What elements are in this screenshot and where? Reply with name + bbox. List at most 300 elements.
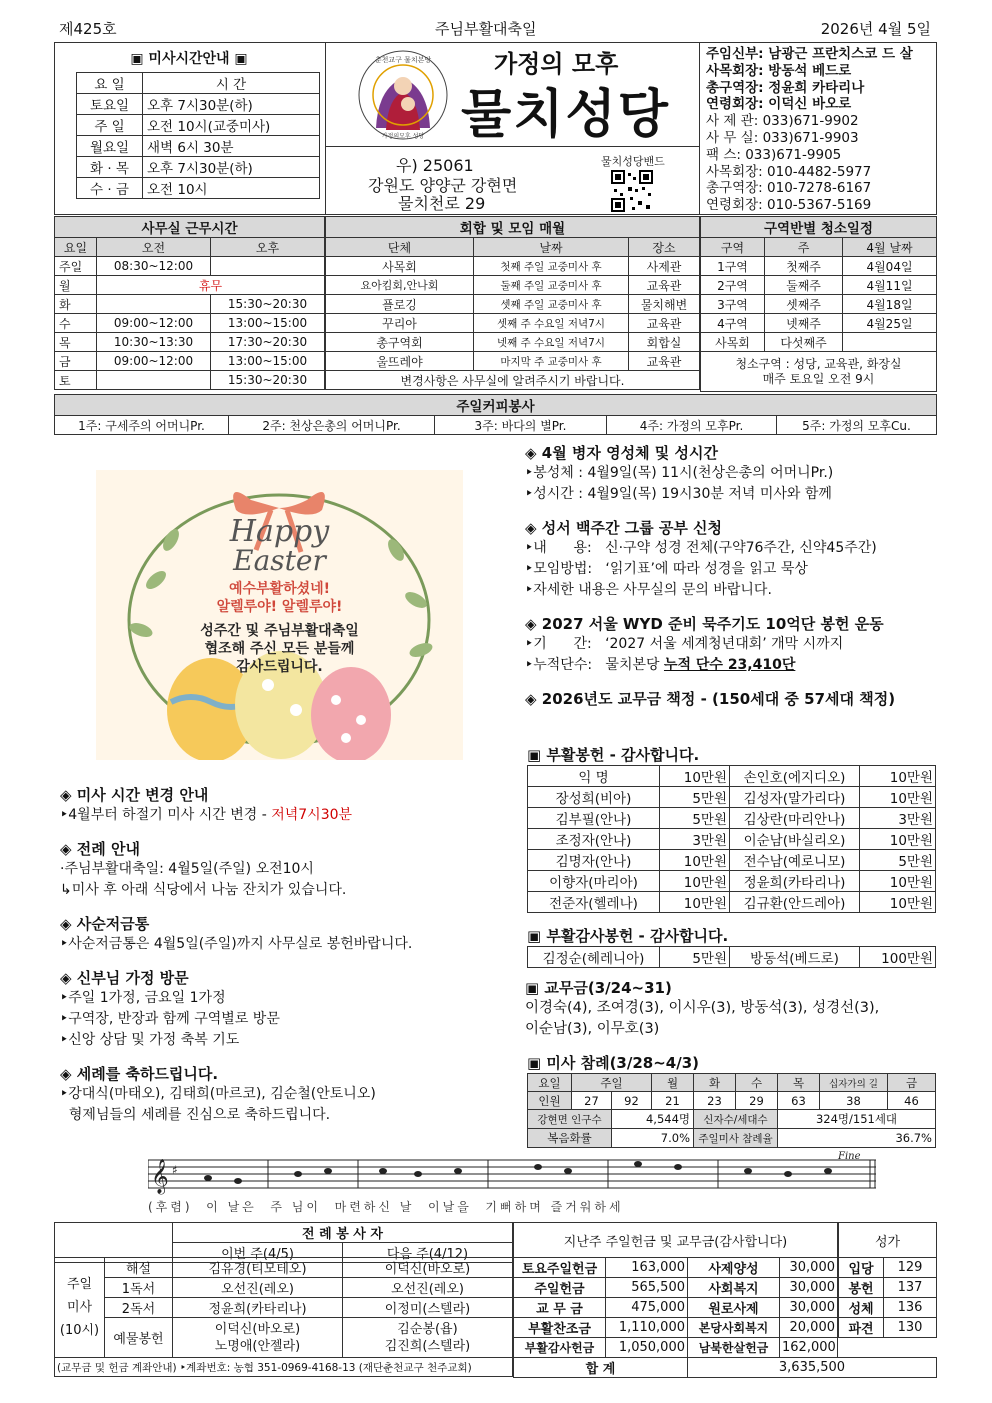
table-row — [55, 333, 325, 352]
dues-block — [525, 977, 937, 1040]
dues-line: 이경숙(4), 조여경(3), 이시우(3), 방동석(3), 성경선(3), — [525, 1000, 880, 1016]
contact-value: 010-5367-5169 — [767, 197, 872, 214]
table-row — [701, 314, 937, 333]
office-hours-title: 사무실 근무시간 — [55, 217, 325, 238]
time-cell: 새벽 6시 30분 — [143, 136, 320, 157]
day-cell: 토요일 — [77, 94, 143, 115]
donor-name: 김명자(안나) — [528, 850, 660, 871]
col-header: 요일 — [528, 1074, 572, 1092]
finance-label: 부활감사헌금 — [514, 1338, 606, 1358]
finance-value: 565,500 — [606, 1278, 688, 1298]
col-header: 월 — [652, 1074, 694, 1092]
week-cell: 둘째주 — [765, 276, 843, 295]
table-row — [326, 276, 700, 295]
donor-amount: 5만원 — [860, 850, 936, 871]
notice-line: ‣봉성체 : 4월9일(목) 11시(천상은총의 어머니Pr.) — [525, 465, 834, 481]
issue-date: 2026년 4월 5일 — [820, 20, 931, 38]
contact-row — [706, 80, 936, 97]
easter-image — [96, 470, 463, 760]
donor-name: 이순남(바실리오) — [730, 829, 860, 850]
role-cell: 2독서 — [105, 1298, 173, 1318]
am-cell: 08:30~12:00 — [97, 257, 211, 276]
col-day: 요 일 — [77, 73, 143, 94]
date-cell: 4월04일 — [843, 257, 937, 276]
rosary-total: 누적 단수 23,410단 — [663, 657, 796, 673]
date-cell: 넷째 주 수요일 저녁7시 — [474, 333, 629, 352]
day-cell: 월요일 — [77, 136, 143, 157]
donor-amount: 5만원 — [660, 808, 730, 829]
table-row — [528, 829, 936, 850]
contact-value: 033)671-9905 — [745, 146, 842, 163]
contact-row — [706, 180, 936, 197]
pm-cell: 15:30~20:30 — [211, 295, 325, 314]
finance-total-table — [513, 1357, 937, 1378]
finance-label: 부활찬조금 — [514, 1318, 606, 1338]
finance-value: 30,000 — [780, 1298, 838, 1318]
finance-value: 1,050,000 — [606, 1338, 688, 1358]
group-cell: 플로깅 — [326, 295, 474, 314]
contact-label: 사 제 관: — [706, 113, 759, 130]
table-row — [514, 1278, 838, 1298]
server-name: 노명애(안젤라) — [214, 1338, 301, 1354]
table-row — [514, 1338, 838, 1358]
server-cell: 김유경(티모테오) — [173, 1258, 343, 1278]
liturgy-title: 전 례 봉 사 자 — [173, 1223, 513, 1243]
finance-label: 원로사제 — [688, 1298, 780, 1318]
table-row — [701, 257, 937, 276]
contact-row — [706, 197, 936, 214]
col-time: 시 간 — [143, 73, 320, 94]
stat-value: 36.7% — [778, 1129, 936, 1148]
table-row — [528, 892, 936, 913]
table-row — [326, 257, 700, 276]
donor-name: 정윤희(카타리나) — [730, 871, 860, 892]
finance-value: 30,000 — [780, 1278, 838, 1298]
hymn-number: 137 — [884, 1278, 937, 1298]
notice-line: ‣내 용: 신·구약 성경 전체(구약76주간, 신약45주간) — [525, 540, 877, 556]
col-header: 금 — [888, 1074, 936, 1092]
contact-label: 총구역장: — [706, 79, 764, 96]
col-header: 오후 — [211, 238, 325, 257]
contact-row — [706, 96, 936, 113]
table-row — [528, 1092, 936, 1110]
stat-label: 복음화률 — [528, 1129, 612, 1148]
donor-amount: 10만원 — [860, 871, 936, 892]
issue-number: 제425호 — [59, 20, 117, 38]
contact-label: 총구역장: — [706, 180, 763, 197]
notice-text: ‣4월부터 하절기 미사 시간 변경 - — [60, 807, 272, 823]
hymn-label: 성체 — [839, 1298, 884, 1318]
coffee-item: 3주: 바다의 별Pr. — [435, 416, 607, 435]
total-value: 3,635,500 — [688, 1358, 937, 1378]
time-cell: 오후 7시30분(하) — [143, 157, 320, 178]
donor-amount: 3만원 — [860, 808, 936, 829]
table-row — [55, 1358, 513, 1377]
date-cell: 4월18일 — [843, 295, 937, 314]
zone-cell: 1구역 — [701, 257, 765, 276]
hymns-title: 성가 — [839, 1223, 937, 1258]
hymn-number: 129 — [884, 1258, 937, 1278]
easter-offering-title: ▣ 부활봉헌 - 감사합니다. — [527, 746, 700, 764]
svg-text:♯: ♯ — [172, 1163, 178, 1177]
count-cell: 21 — [652, 1092, 694, 1110]
server-cell: 이덕신(바오로) — [343, 1258, 513, 1278]
table-row — [55, 352, 325, 371]
table-row — [839, 1258, 937, 1278]
server-name: 김순봉(욥) — [397, 1321, 458, 1337]
notice-line: ‣주일 1가정, 금요일 1가정 — [60, 990, 226, 1006]
server-cell — [343, 1318, 513, 1358]
page-header — [55, 14, 937, 42]
mass-label — [55, 1258, 105, 1358]
logo-block — [325, 42, 700, 147]
day-cell: 주 일 — [77, 115, 143, 136]
attendance-title: ▣ 미사 참례(3/28~4/3) — [527, 1054, 699, 1072]
office-hours-table — [54, 216, 325, 390]
cleaning-note-2: 매주 토요일 오전 9시 — [762, 371, 875, 386]
donor-name: 익 명 — [528, 766, 660, 787]
table-row — [528, 1074, 936, 1092]
table-row — [839, 1318, 937, 1338]
contact-label: 연령회장: — [706, 96, 764, 113]
finance-label: 사제양성 — [688, 1258, 780, 1278]
easter-offering-table — [527, 765, 936, 913]
thanks-offering-title: ▣ 부활감사봉헌 - 감사합니다. — [527, 927, 729, 945]
table-row — [55, 1278, 513, 1298]
group-cell: 울뜨레야 — [326, 352, 474, 371]
table-row — [528, 947, 936, 968]
cleaning-title: 구역반별 청소일정 — [701, 217, 937, 238]
donor-amount: 10만원 — [660, 892, 730, 913]
contacts-block — [706, 46, 936, 214]
stat-label: 강현면 인구수 — [528, 1110, 612, 1129]
server-cell: 오선진(레오) — [343, 1278, 513, 1298]
notice-line: ‣신앙 상담 및 가정 축복 기도 — [60, 1032, 240, 1048]
notice-line: 형제님들의 세례를 진심으로 축하드립니다. — [60, 1107, 331, 1123]
role-cell: 해설 — [105, 1258, 173, 1278]
pm-cell: 13:00~15:00 — [211, 314, 325, 333]
table-row — [77, 178, 320, 199]
col-header: 목 — [778, 1074, 820, 1092]
notice-line: ‣자세한 내용은 사무실의 문의 바랍니다. — [525, 582, 772, 598]
am-cell — [97, 371, 211, 390]
zip-code: 우) 25061 — [396, 156, 474, 175]
hymn-label: 파견 — [839, 1318, 884, 1338]
table-row — [55, 1318, 513, 1358]
happy-text: Happy — [229, 514, 330, 549]
left-notices — [60, 784, 520, 1126]
table-row — [514, 1358, 937, 1378]
hymn-label: 입당 — [839, 1258, 884, 1278]
table-row — [528, 1129, 936, 1148]
notice-mass-change — [60, 784, 520, 826]
attendance-table — [527, 1073, 936, 1148]
meetings-title: 회합 및 모임 매월 — [326, 217, 700, 238]
count-cell: 63 — [778, 1092, 820, 1110]
table-row — [528, 850, 936, 871]
table-row — [514, 1223, 838, 1258]
coffee-table — [54, 394, 937, 435]
notice-baptism — [60, 1063, 520, 1126]
dues-line: 이순남(3), 이무호(3) — [525, 1021, 660, 1037]
mass-times-table — [76, 72, 320, 199]
day-cell: 목 — [55, 333, 97, 352]
notice-line: ‣구역장, 반장과 함께 구역별로 방문 — [60, 1011, 280, 1027]
table-row — [514, 1298, 838, 1318]
finance-value: 1,110,000 — [606, 1318, 688, 1338]
count-cell: 23 — [694, 1092, 736, 1110]
cleaning-note-1: 청소구역 : 성당, 교육관, 화장실 — [735, 356, 902, 371]
am-cell: 10:30~13:30 — [97, 333, 211, 352]
hymn-number: 130 — [884, 1318, 937, 1338]
server-cell — [173, 1318, 343, 1358]
col-header: 주일 — [572, 1074, 652, 1092]
finance-label: 본당사회복지 — [688, 1318, 780, 1338]
account-info: (교무금 및 헌금 계좌안내) ‣계좌번호: 농협 351-0969-4168-13 (재단춘천교구 천주교회) — [55, 1358, 513, 1377]
finance-label: 교 무 금 — [514, 1298, 606, 1318]
donor-name: 전준자(헬레나) — [528, 892, 660, 913]
band-label: 물치성당밴드 — [601, 155, 665, 168]
col-header: 요일 — [55, 238, 97, 257]
place-cell: 물치해변 — [629, 295, 700, 314]
notice-title: ◈ 신부님 가정 방문 — [60, 969, 189, 987]
donor-amount: 3만원 — [660, 829, 730, 850]
finance-value: 162,000 — [780, 1338, 838, 1358]
notice-home-visit — [60, 967, 520, 1051]
group-cell: 총구역회 — [326, 333, 474, 352]
notice-title: ◈ 4월 병자 영성체 및 성시간 — [525, 444, 718, 462]
contact-label: 연령회장: — [706, 197, 763, 214]
notice-highlight: 저녁7시30분 — [271, 807, 353, 823]
zone-cell: 4구역 — [701, 314, 765, 333]
table-row — [77, 115, 320, 136]
finance-table — [513, 1222, 838, 1358]
music-staff — [148, 1150, 876, 1220]
donor-name: 김정순(헤레니아) — [528, 947, 660, 968]
day-cell: 화 — [55, 295, 97, 314]
table-row — [514, 1318, 838, 1338]
stat-value: 7.0% — [612, 1129, 694, 1148]
cleaning-note — [701, 352, 937, 392]
day-cell: 수 · 금 — [77, 178, 143, 199]
address-block — [325, 147, 700, 215]
table-row — [528, 1110, 936, 1129]
right-notices — [525, 442, 937, 709]
easter-text: Easter — [233, 544, 326, 577]
table-row — [55, 1223, 513, 1243]
table-row — [55, 314, 325, 333]
table-row — [528, 787, 936, 808]
contact-value: 정윤희 카타리나 — [768, 79, 865, 96]
cleaning-table — [700, 216, 937, 392]
coffee-item: 1주: 구세주의 어머니Pr. — [55, 416, 229, 435]
this-week-header: 이번 주(4/5) — [173, 1243, 343, 1263]
date-cell: 4월25일 — [843, 314, 937, 333]
notice-title: ◈ 2026년도 교무금 책정 - (150세대 중 57세대 책정) — [525, 690, 896, 708]
music-lyrics: (후렴) 이 날은 주 님이 마련하신 날 이날을 기뻐하며 즐거워하세 — [148, 1200, 624, 1214]
row-label: 인원 — [528, 1092, 572, 1110]
donor-name: 김성자(말가리다) — [730, 787, 860, 808]
contact-value: 033)671-9902 — [762, 113, 859, 130]
col-header: 오전 — [97, 238, 211, 257]
date-cell: 마지막 주 교중미사 후 — [474, 352, 629, 371]
count-cell: 27 — [572, 1092, 612, 1110]
group-cell: 사목회 — [326, 257, 474, 276]
table-row — [55, 371, 325, 390]
am-cell: 09:00~12:00 — [97, 352, 211, 371]
place-cell: 교육관 — [629, 314, 700, 333]
time-cell: 오후 7시30분(하) — [143, 94, 320, 115]
donor-amount: 10만원 — [860, 787, 936, 808]
table-row — [77, 94, 320, 115]
coffee-title: 주일커피봉사 — [55, 395, 937, 416]
table-row — [55, 1298, 513, 1318]
notice-dues-2026 — [525, 688, 937, 709]
col-header: 화 — [694, 1074, 736, 1092]
server-name: 김진희(스텔라) — [384, 1338, 471, 1354]
donor-amount: 100만원 — [860, 947, 936, 968]
date-cell — [843, 333, 937, 352]
count-cell: 46 — [888, 1092, 936, 1110]
day-cell: 주일 — [55, 257, 97, 276]
place-cell: 교육관 — [629, 276, 700, 295]
am-cell — [97, 295, 211, 314]
contact-label: 팩 스: — [706, 146, 741, 163]
table-row — [55, 276, 325, 295]
finance-value: 163,000 — [606, 1258, 688, 1278]
contact-row — [706, 130, 936, 147]
role-cell: 예물봉헌 — [105, 1318, 173, 1358]
easter-line5: 감사드립니다. — [236, 659, 323, 675]
finance-value: 20,000 — [780, 1318, 838, 1338]
col-header: 주 — [765, 238, 843, 257]
notice-line: ‣강대식(마태오), 김태희(마르코), 김순철(안토니오) — [60, 1086, 376, 1102]
svg-text:𝄞: 𝄞 — [151, 1159, 169, 1194]
server-cell: 정윤희(카타리나) — [173, 1298, 343, 1318]
donor-name: 조정자(안나) — [528, 829, 660, 850]
address-line1: 강원도 양양군 강현면 — [368, 176, 518, 195]
feast-name: 주님부활대축일 — [435, 20, 537, 38]
table-row — [701, 276, 937, 295]
server-cell: 오선진(레오) — [173, 1278, 343, 1298]
mass-label-1: 주일 — [66, 1277, 93, 1292]
week-cell: 셋째주 — [765, 295, 843, 314]
donor-amount: 10만원 — [860, 892, 936, 913]
fine-label: Fine — [838, 1151, 861, 1162]
notice-line: ‣사순저금통은 4월5일(주일)까지 사무실로 봉헌바랍니다. — [60, 936, 413, 952]
notice-sick-communion — [525, 442, 937, 505]
place-cell: 교육관 — [629, 352, 700, 371]
notice-line: ‣기 간: ‘2027 서울 세계청년대회’ 개막 시까지 — [525, 636, 844, 652]
music-notes-icon — [148, 1150, 876, 1200]
dues-title: ▣ 교무금(3/24~31) — [525, 979, 672, 997]
col-header: 단체 — [326, 238, 474, 257]
finance-label: 사회복지 — [688, 1278, 780, 1298]
easter-line4: 협조해 주신 모든 분들께 — [204, 641, 355, 657]
table-row — [839, 1298, 937, 1318]
contact-value: 방동석 베드로 — [768, 62, 852, 79]
contact-label: 사목회장: — [706, 62, 764, 79]
contact-value: 남광근 프란치스코 드 살 — [768, 46, 913, 62]
easter-line1: 예수부활하셨네! — [228, 581, 331, 597]
notice-wyd-rosary — [525, 613, 937, 676]
col-header: 4월 날짜 — [843, 238, 937, 257]
role-cell: 1독서 — [105, 1278, 173, 1298]
notice-bible-study — [525, 517, 937, 601]
stat-label: 신자수/세대수 — [694, 1110, 778, 1129]
table-row — [839, 1223, 937, 1258]
notice-lent-box — [60, 913, 520, 955]
notice-line: ‣모임방법: ‘읽기표’에 따라 성경을 읽고 묵상 — [525, 561, 808, 577]
time-cell: 오전 10시 — [143, 178, 320, 199]
table-row — [326, 352, 700, 371]
contact-value: 010-4482-5977 — [767, 163, 872, 180]
donor-name: 김규환(안드레아) — [730, 892, 860, 913]
easter-line3: 성주간 및 주님부활대축일 — [200, 623, 359, 639]
notice-line: ‣성시간 : 4월9일(목) 19시30분 저녁 미사와 함께 — [525, 486, 832, 502]
parish-logo-icon — [356, 48, 450, 142]
col-header: 구역 — [701, 238, 765, 257]
table-row — [326, 295, 700, 314]
count-cell: 92 — [612, 1092, 652, 1110]
logo-ring-text: 춘천교구 물치본당 — [374, 56, 432, 64]
mass-times-title: ▣ 미사시간안내 ▣ — [130, 51, 248, 67]
count-cell: 38 — [820, 1092, 888, 1110]
table-row — [55, 416, 937, 435]
table-row — [528, 871, 936, 892]
col-header: 수 — [736, 1074, 778, 1092]
day-cell: 수 — [55, 314, 97, 333]
day-cell: 화 · 목 — [77, 157, 143, 178]
zone-cell: 3구역 — [701, 295, 765, 314]
notice-title: ◈ 2027 서울 WYD 준비 묵주기도 10억단 봉헌 운동 — [525, 615, 884, 633]
notice-title: ◈ 성서 백주간 그룹 공부 신청 — [525, 519, 723, 537]
notice-title: ◈ 전례 안내 — [60, 840, 140, 858]
meetings-note: 변경사항은 사무실에 알려주시기 바랍니다. — [326, 371, 700, 390]
notice-text: ‣누적단수: 물치본당 — [525, 657, 664, 673]
notice-title: ◈ 세례를 축하드립니다. — [60, 1065, 219, 1083]
finance-label: 토요주일헌금 — [514, 1258, 606, 1278]
donor-amount: 10만원 — [660, 766, 730, 787]
contact-row — [706, 164, 936, 181]
notice-line — [525, 655, 937, 676]
qr-code-icon[interactable] — [610, 169, 654, 213]
contact-value: 033)671-9903 — [762, 129, 859, 146]
place-cell: 사제관 — [629, 257, 700, 276]
logo-subtitle: 가정의 모후 — [494, 50, 619, 78]
donor-name: 김상란(마리안나) — [730, 808, 860, 829]
donor-amount: 5만원 — [660, 947, 730, 968]
donor-amount: 10만원 — [860, 829, 936, 850]
am-cell: 09:00~12:00 — [97, 314, 211, 333]
notice-liturgy — [60, 838, 520, 901]
group-cell: 꾸리아 — [326, 314, 474, 333]
week-cell: 첫째주 — [765, 257, 843, 276]
contact-label: 사목회장: — [706, 163, 763, 180]
contact-value: 010-7278-6167 — [767, 180, 872, 197]
day-cell: 토 — [55, 371, 97, 390]
week-cell: 넷째주 — [765, 314, 843, 333]
date-cell: 셋째 주 수요일 저녁7시 — [474, 314, 629, 333]
table-row — [55, 1258, 513, 1278]
notice-title: ◈ 미사 시간 변경 안내 — [60, 786, 209, 804]
count-cell: 29 — [736, 1092, 778, 1110]
donor-amount: 5만원 — [660, 787, 730, 808]
contact-row — [706, 147, 936, 164]
finance-title: 지난주 주일헌금 및 교무금(감사합니다) — [514, 1223, 838, 1258]
zone-cell: 2구역 — [701, 276, 765, 295]
closed-cell: 휴무 — [97, 276, 325, 295]
